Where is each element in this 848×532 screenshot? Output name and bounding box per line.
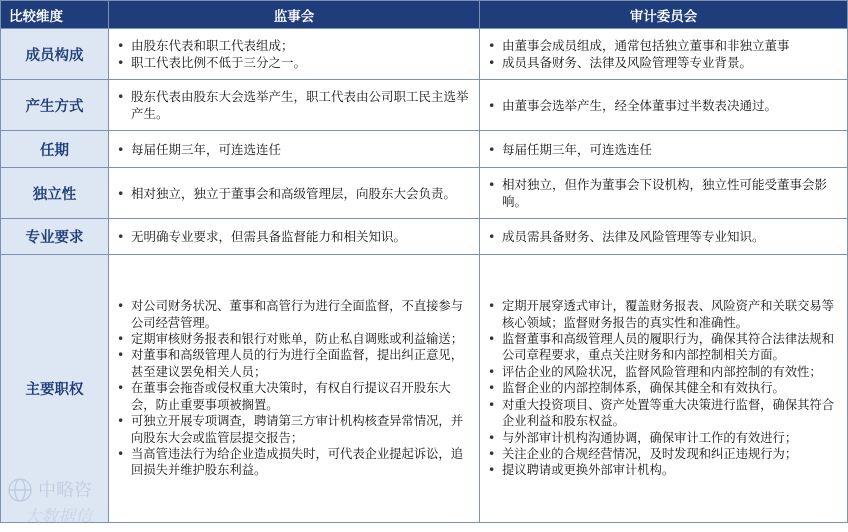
list-item: • 由股东代表和职工代表组成； <box>115 37 471 54</box>
list-item: • 股东代表由股东大会选举产生，职工代表由公司职工民主选举产生。 <box>115 88 471 122</box>
list-item: • 当高管违法行为给企业造成损失时，可代表企业提起诉讼，追回损失并维护股东利益。 <box>115 446 471 479</box>
list-item: • 由董事会成员组成，通常包括独立董事和非独立董事 <box>486 37 839 54</box>
list-item: • 监督董事和高级管理人员的履职行为，确保其符合法律法规和公司章程要求，重点关注财务和内部控制相关方面。 <box>486 331 839 364</box>
table-row <box>1 168 848 219</box>
audit-cell <box>480 80 848 131</box>
list-item: • 关注企业的合规经营情况，及时发现和纠正违规行为； <box>486 446 839 462</box>
list-item: • 职工代表比例不低于三分之一。 <box>115 54 471 71</box>
list-item: • 与外部审计机构沟通协调，确保审计工作的有效进行； <box>486 430 839 446</box>
list-item: • 定期审核财务报表和银行对账单，防止私自调账或利益输送； <box>115 331 471 347</box>
audit-cell <box>480 255 848 523</box>
audit-cell <box>480 29 848 80</box>
supervisory-cell <box>109 131 480 168</box>
row-label: 产生方式 <box>1 80 109 131</box>
list-item: • 定期开展穿透式审计，覆盖财务报表、风险资产和关联交易等核心领域；监督财务报告的真实性和准确性。 <box>486 298 839 331</box>
watermark-line-2: 大数据信 <box>24 507 92 527</box>
list-item: • 由董事会选举产生，经全体董事过半数表决通过。 <box>486 97 839 114</box>
table-row <box>1 29 848 80</box>
row-label: 专业要求 <box>1 219 109 255</box>
header-audit-committee: 审计委员会 <box>480 1 848 29</box>
list-item: • 每届任期三年，可连选连任 <box>486 141 839 158</box>
row-label: 独立性 <box>1 168 109 219</box>
header-supervisory-board: 监事会 <box>109 1 480 29</box>
list-item: • 监督企业的内部控制体系，确保其健全和有效执行。 <box>486 380 839 396</box>
list-item: • 评估企业的风险状况，监督风险管理和内部控制的有效性； <box>486 364 839 380</box>
row-label: 主要职权 <box>1 255 109 523</box>
list-item: • 对公司财务状况、董事和高管行为进行全面监督，不直接参与公司经营管理。 <box>115 298 471 331</box>
list-item: • 可独立开展专项调查，聘请第三方审计机构核查异常情况，并向股东大会或监管层提交报告； <box>115 413 471 446</box>
list-item: • 成员需具备财务、法律及风险管理等专业知识。 <box>486 228 839 245</box>
audit-cell <box>480 219 848 255</box>
supervisory-cell <box>109 168 480 219</box>
list-item: • 相对独立，独立于董事会和高级管理层，向股东大会负责。 <box>115 185 471 202</box>
list-item: • 对董事和高级管理人员的行为进行全面监督，提出纠正意见，甚至建议罢免相关人员； <box>115 347 471 380</box>
watermark-line-1: 中略咨 <box>38 480 92 501</box>
audit-cell <box>480 168 848 219</box>
list-item: • 提议聘请或更换外部审计机构。 <box>486 462 839 478</box>
header-dimension: 比较维度 <box>1 1 109 29</box>
table-row <box>1 219 848 255</box>
audit-cell <box>480 131 848 168</box>
supervisory-cell <box>109 29 480 80</box>
row-label: 成员构成 <box>1 29 109 80</box>
row-label: 任期 <box>1 131 109 168</box>
table-row <box>1 255 848 523</box>
table-row <box>1 80 848 131</box>
supervisory-cell <box>109 219 480 255</box>
list-item: • 相对独立，但作为董事会下设机构，独立性可能受董事会影响。 <box>486 176 839 210</box>
list-item: • 在董事会拖沓或侵权重大决策时，有权自行提议召开股东大会，防止重要事项被搁置。 <box>115 380 471 413</box>
supervisory-cell <box>109 255 480 523</box>
list-item: • 每届任期三年，可连选连任 <box>115 141 471 158</box>
table-header-row <box>1 1 848 29</box>
list-item: • 成员具备财务、法律及风险管理等专业背景。 <box>486 54 839 71</box>
table-row <box>1 131 848 168</box>
supervisory-cell <box>109 80 480 131</box>
list-item: • 无明确专业要求，但需具备监督能力和相关知识。 <box>115 228 471 245</box>
list-item: • 对重大投资项目、资产处置等重大决策进行监督，确保其符合企业利益和股东权益。 <box>486 397 839 430</box>
